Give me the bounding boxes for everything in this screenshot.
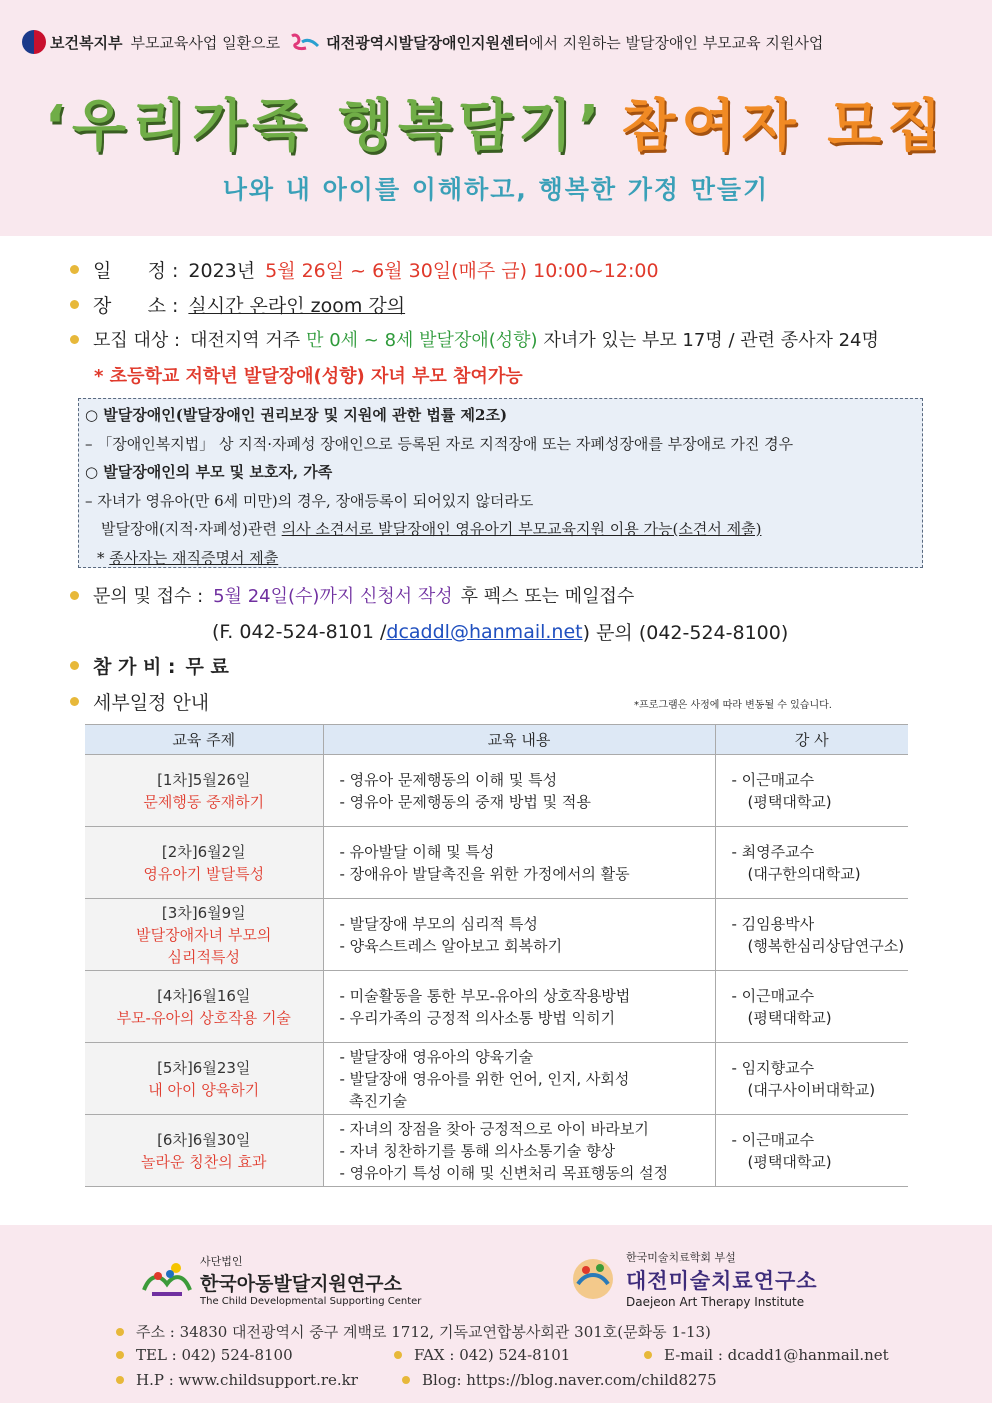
- session-date: [2차]6월2일: [161, 842, 246, 861]
- content-line: - 영유아 문제행동의 중재 방법 및 적용: [339, 792, 591, 811]
- target-label: 모집 대상 :: [93, 330, 181, 351]
- content-line: - 우리가족의 긍정적 의사소통 방법 익히기: [339, 1008, 616, 1027]
- schedule-label: 일 정 :: [93, 260, 179, 282]
- lecturer-affiliation: (대구한의대학교): [747, 864, 861, 883]
- footer: [0, 1225, 992, 1403]
- topic-cell: [85, 827, 323, 899]
- fee-row: [70, 652, 229, 679]
- content-line: - 자녀의 장점을 찾아 긍정적으로 아이 바라보기: [339, 1119, 649, 1138]
- schedule-row: [70, 256, 659, 283]
- target-age: 만 0세 ~ 8세 발달장애(성향): [306, 330, 538, 351]
- table-row: [85, 1115, 908, 1187]
- note-line-3: ○ 발달장애인의 부모 및 보호자, 가족: [85, 463, 333, 481]
- note-line-6: [85, 544, 916, 573]
- ministry-logo-icon: [22, 30, 46, 54]
- inquiry-row: [70, 582, 634, 608]
- content-line: - 발달장애 영유아의 양육기술: [339, 1047, 534, 1066]
- content-cell: [323, 827, 715, 899]
- contact-email-link[interactable]: dcaddl@hanmail.net: [386, 620, 583, 643]
- bullet-icon: [70, 697, 79, 706]
- child-center-logo-icon: [140, 1260, 194, 1300]
- lecturer-cell: [715, 971, 908, 1043]
- note-line-5: [85, 515, 916, 544]
- session-topic: 발달장애자녀 부모의: [136, 925, 272, 944]
- org2-en: Daejeon Art Therapy Institute: [626, 1295, 805, 1309]
- page-title: [0, 82, 992, 162]
- lecturer-affiliation: (행복한심리상담연구소): [747, 936, 905, 955]
- content-cell: [323, 899, 715, 971]
- content-line: - 영유아기 특성 이해 및 신변처리 목표행동의 설정: [339, 1163, 669, 1182]
- target-pre: 대전지역 거주: [190, 330, 301, 351]
- lecturer-name: - 이근매교수: [731, 770, 815, 789]
- note-line-6-pre: *: [97, 548, 105, 567]
- address-text: 주소 : 34830 대전광역시 중구 계백로 1712, 기독교연합봉사회관 301호(문화동 1-13): [136, 1323, 711, 1341]
- place-row: [70, 291, 405, 318]
- sponsor-mid: 부모교육사업 일환으로: [130, 33, 281, 52]
- header-lecturer: 강 사: [715, 725, 908, 755]
- content-line: - 발달장애 영유아를 위한 언어, 인지, 사회성: [339, 1069, 630, 1088]
- org1-en: The Child Developmental Supporting Center: [200, 1296, 422, 1307]
- content-line: - 양육스트레스 알아보고 회복하기: [339, 936, 563, 955]
- header-content: 교육 내용: [323, 725, 715, 755]
- ministry-name: 보건복지부: [50, 33, 123, 52]
- detail-label: 세부일정 안내: [93, 692, 210, 714]
- header-banner: [0, 0, 992, 236]
- lecturer-name: - 최영주교수: [731, 842, 815, 861]
- session-date: [6차]6월30일: [157, 1130, 251, 1149]
- session-topic: 영유아기 발달특성: [143, 864, 265, 883]
- session-topic: 부모-유아의 상호작용 기술: [116, 1008, 291, 1027]
- lecturer-affiliation: (평택대학교): [747, 792, 832, 811]
- title-recruit: 참여자 모집: [621, 94, 948, 159]
- detail-note: *프로그램은 사정에 따라 변동될 수 있습니다.: [634, 700, 832, 711]
- lecturer-cell: [715, 1043, 908, 1115]
- schedule-year: 2023년: [188, 260, 256, 282]
- lecturer-affiliation: (대구사이버대학교): [747, 1080, 876, 1099]
- footer-bullet-icon: [402, 1376, 410, 1384]
- detail-row: [70, 688, 209, 715]
- note-line-6-underlined: 종사자는 재직증명서 제출: [109, 548, 279, 567]
- footer-hp: [116, 1371, 358, 1389]
- topic-cell: [85, 1043, 323, 1115]
- session-date: [4차]6월16일: [157, 986, 251, 1005]
- lecturer-cell: [715, 1115, 908, 1187]
- content-line: - 미술활동을 통한 부모-유아의 상호작용방법: [339, 986, 631, 1005]
- content-cell: [323, 1043, 715, 1115]
- eligibility-notes: [78, 398, 923, 568]
- bullet-icon: [70, 591, 79, 600]
- center-logo-icon: [288, 32, 320, 52]
- bullet-icon: [70, 300, 79, 309]
- target-note: [94, 362, 523, 388]
- hp-text[interactable]: H.P : www.childsupport.re.kr: [136, 1371, 358, 1389]
- footer-bullet-icon: [644, 1351, 652, 1359]
- note-line-4: – 자녀가 영유아(만 6세 미만)의 경우, 장애등록이 되어있지 않더라도: [85, 491, 534, 510]
- footer-bullet-icon: [116, 1351, 124, 1359]
- content-cell: [323, 755, 715, 827]
- org1-small: 사단법인: [200, 1255, 243, 1268]
- lecturer-name: - 이근매교수: [731, 986, 815, 1005]
- lecturer-affiliation: (평택대학교): [747, 1008, 832, 1027]
- content-line: - 발달장애 부모의 심리적 특성: [339, 914, 538, 933]
- footer-bullet-icon: [394, 1351, 402, 1359]
- topic-cell: [85, 971, 323, 1043]
- lecturer-name: - 이근매교수: [731, 1130, 815, 1149]
- footer-fax: [394, 1346, 570, 1364]
- content-line: - 영유아 문제행동의 이해 및 특성: [339, 770, 558, 789]
- inquiry-deadline: 5월 24일(수)까지 신청서 작성: [213, 586, 453, 607]
- org2-name: 대전미술치료연구소: [626, 1269, 818, 1293]
- topic-cell: [85, 755, 323, 827]
- bullet-icon: [70, 335, 79, 344]
- inquiry-method: 후 펙스 또는 메일접수: [460, 586, 635, 607]
- sponsor-end: 에서 지원하는 발달장애인 부모교육 지원사업: [529, 33, 824, 52]
- target-row: [70, 326, 879, 352]
- note-line-5-underlined: 의사 소견서로 발달장애인 영유아기 부모교육지원 이용 가능(소견서 제출): [281, 520, 762, 538]
- table-row: [85, 899, 908, 971]
- content-line: - 자녀 칭찬하기를 통해 의사소통기술 향상: [339, 1141, 616, 1160]
- session-topic: 놀라운 칭찬의 효과: [141, 1152, 267, 1171]
- lecturer-name: - 임지향교수: [731, 1058, 815, 1077]
- fee-value: 무 료: [185, 656, 229, 678]
- email-text[interactable]: E-mail : dcadd1@hanmail.net: [664, 1346, 889, 1364]
- content-line: - 장애유아 발달촉진을 위한 가정에서의 활동: [339, 864, 630, 883]
- contact-phone: ) 문의 (042-524-8100): [582, 622, 789, 644]
- session-topic: 문제행동 중재하기: [143, 792, 265, 811]
- lecturer-cell: [715, 899, 908, 971]
- lecturer-cell: [715, 755, 908, 827]
- place-value: 실시간 온라인 zoom 강의: [188, 295, 406, 317]
- sponsor-line: [22, 30, 982, 54]
- topic-cell: [85, 899, 323, 971]
- footer-bullet-icon: [116, 1328, 124, 1336]
- schedule-dates: 5월 26일 ~ 6월 30일(매주 금) 10:00~12:00: [265, 260, 659, 282]
- note-line-1: ○ 발달장애인(발달장애인 권리보장 및 지원에 관한 법률 제2조): [85, 406, 508, 424]
- note-line-2: – 「장애인복지법」 상 지적·자폐성 장애인으로 등록된 자로 지적장애 또는 자폐성장애를 부장애로 가진 경우: [85, 434, 794, 453]
- table-header-row: [85, 725, 908, 755]
- table-row: [85, 1043, 908, 1115]
- footer-tel: [116, 1346, 293, 1364]
- contact-fax: (F. 042-524-8101 /: [212, 620, 387, 643]
- fax-text: FAX : 042) 524-8101: [414, 1346, 571, 1364]
- footer-address: [116, 1321, 711, 1342]
- title-program: ‘우리가족 행복담기’: [44, 94, 606, 159]
- content-cell: [323, 971, 715, 1043]
- footer-blog: [402, 1371, 717, 1389]
- bullet-icon: [70, 661, 79, 670]
- footer-email: [644, 1346, 889, 1364]
- table-row: [85, 827, 908, 899]
- session-date: [5차]6월23일: [157, 1058, 251, 1077]
- table-row: [85, 755, 908, 827]
- art-therapy-logo-icon: [568, 1254, 618, 1304]
- session-topic: 내 아이 양육하기: [148, 1080, 260, 1099]
- target-post: 자녀가 있는 부모 17명 / 관련 종사자 24명: [543, 330, 879, 351]
- org1-logo: [140, 1253, 421, 1307]
- org1-name: 한국아동발달지원연구소: [200, 1273, 402, 1295]
- table-row: [85, 971, 908, 1043]
- content-cell: [323, 1115, 715, 1187]
- header-topic: 교육 주제: [85, 725, 323, 755]
- session-date: [1차]5월26일: [157, 770, 251, 789]
- blog-text[interactable]: Blog: https://blog.naver.com/child8275: [422, 1371, 717, 1389]
- target-note-text: * 초등학교 저학년 발달장애(성향) 자녀 부모 참여가능: [94, 366, 523, 387]
- contact-row: [212, 618, 788, 645]
- note-line-5-pre: 발달장애(지적·자폐성)관련: [101, 520, 277, 538]
- schedule-table: [85, 724, 908, 1187]
- lecturer-affiliation: (평택대학교): [747, 1152, 832, 1171]
- session-date: [3차]6월9일: [161, 903, 246, 922]
- lecturer-cell: [715, 827, 908, 899]
- place-label: 장 소 :: [93, 295, 179, 317]
- footer-bullet-icon: [116, 1376, 124, 1384]
- content-line: - 유아발달 이해 및 특성: [339, 842, 495, 861]
- bullet-icon: [70, 265, 79, 274]
- page-subtitle: 나와 내 아이를 이해하고, 행복한 가정 만들기: [222, 175, 770, 204]
- center-name: 대전광역시발달장애인지원센터: [326, 33, 529, 52]
- lecturer-name: - 김임용박사: [731, 914, 815, 933]
- content-line: 촉진기술: [339, 1091, 407, 1110]
- org2-logo: [568, 1249, 818, 1309]
- topic-cell: [85, 1115, 323, 1187]
- tel-text: TEL : 042) 524-8100: [136, 1346, 293, 1364]
- fee-label: 참 가 비 :: [93, 656, 176, 678]
- session-topic-line2: 심리적특성: [167, 947, 240, 966]
- org2-small: 한국미술치료학회 부설: [626, 1251, 736, 1264]
- inquiry-label: 문의 및 접수 :: [93, 586, 204, 607]
